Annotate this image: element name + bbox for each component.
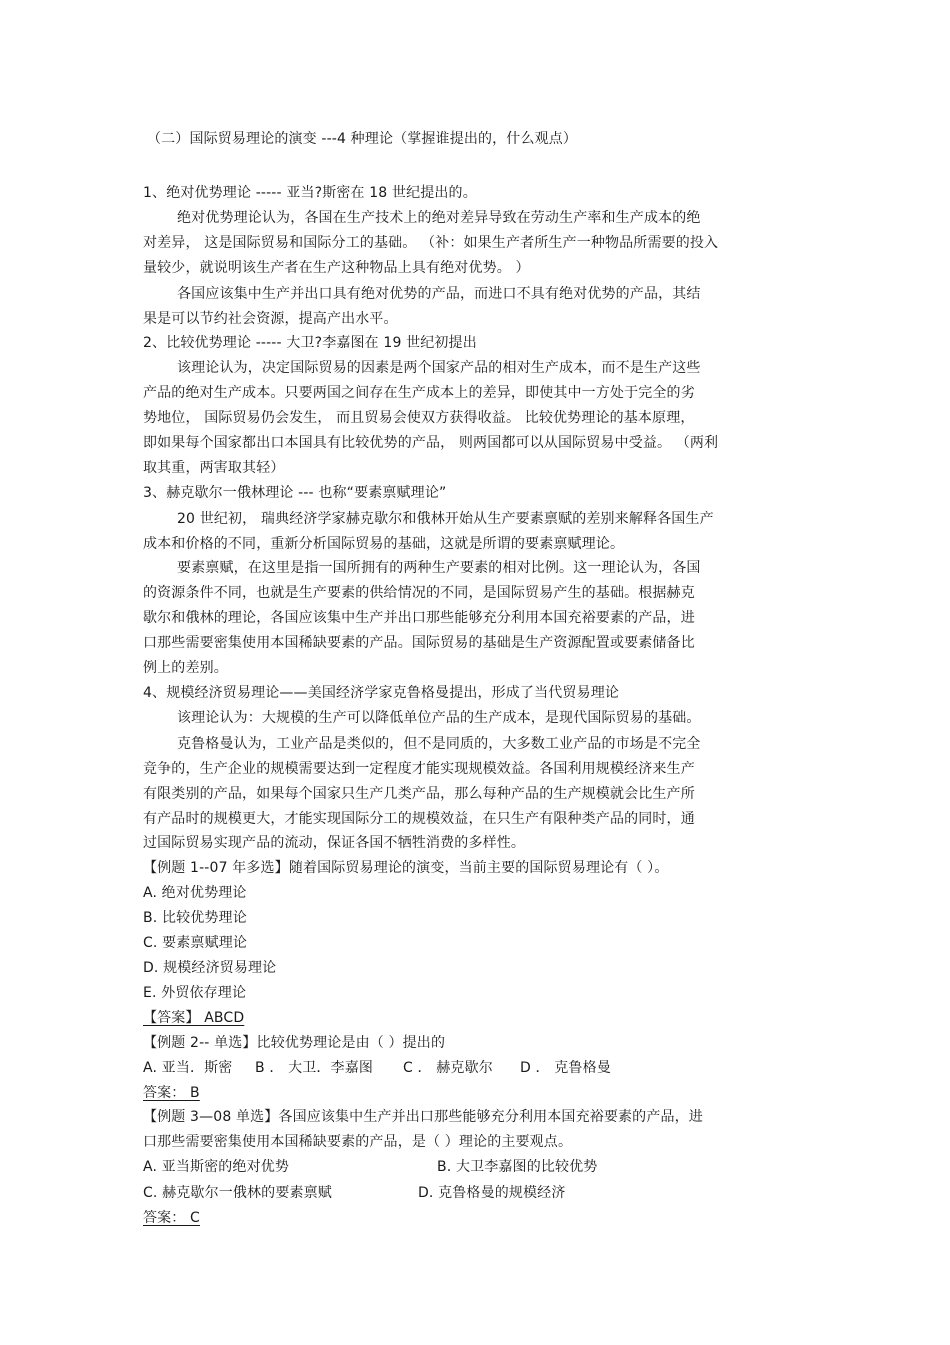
example-2-option-b: B ． 大卫．李嘉图 <box>255 1060 374 1076</box>
theory-1-heading: 1、绝对优势理论 ----- 亚当?斯密在 18 世纪提出的。 <box>143 185 477 201</box>
theory-1-text-line: 量较少，就说明该生产者在生产这种物品上具有绝对优势。 ） <box>143 260 530 276</box>
theory-2-text-line: 该理论认为，决定国际贸易的因素是两个国家产品的相对生产成本，而不是生产这些 <box>177 360 701 376</box>
theory-3-text-line: 20 世纪初， 瑞典经济学家赫克歇尔和俄林开始从生产要素禀赋的差别来解释各国生产 <box>177 511 714 527</box>
example-1-option-a: A. 绝对优势理论 <box>143 885 247 901</box>
theory-3-text-line: 要素禀赋，在这里是指一国所拥有的两种生产要素的相对比例。这一理论认为，各国 <box>177 560 701 576</box>
theory-1-text-line: 对差异， 这是国际贸易和国际分工的基础。 （补：如果生产者所生产一种物品所需要的投入 <box>143 235 719 251</box>
theory-4-text-line: 该理论认为：大规模的生产可以降低单位产品的生产成本，是现代国际贸易的基础。 <box>177 710 701 726</box>
theory-3-text-line: 例上的差别。 <box>143 660 228 676</box>
example-2-answer: 答案： B <box>143 1085 200 1101</box>
example-1-option-e: E. 外贸依存理论 <box>143 985 247 1001</box>
theory-2-text-line: 取其重，两害取其轻） <box>143 460 285 476</box>
theory-3-text-line: 歇尔和俄林的理论，各国应该集中生产并出口那些能够充分利用本国充裕要素的产品，进 <box>143 610 695 626</box>
example-3-option-a: A. 亚当斯密的绝对优势 <box>143 1159 290 1175</box>
theory-3-text-line: 的资源条件不同，也就是生产要素的供给情况的不同，是国际贸易产生的基础。根据赫克 <box>143 585 695 601</box>
example-3-option-c: C. 赫克歇尔一俄林的要素禀赋 <box>143 1185 332 1201</box>
example-2-option-c: C ． 赫克歇尔 <box>403 1060 493 1076</box>
theory-4-heading: 4、规模经济贸易理论——美国经济学家克鲁格曼提出，形成了当代贸易理论 <box>143 685 620 701</box>
theory-4-text-line: 有产品时的规模更大，才能实现国际分工的规模效益，在只生产有限种类产品的同时，通 <box>143 811 695 827</box>
example-1-option-d: D. 规模经济贸易理论 <box>143 960 277 976</box>
theory-2-text-line: 势地位， 国际贸易仍会发生， 而且贸易会使双方获得收益。 比较优势理论的基本原理， <box>143 410 695 426</box>
theory-4-text-line: 过国际贸易实现产品的流动，保证各国不牺牲消费的多样性。 <box>143 835 526 851</box>
theory-3-text-line: 成本和价格的不同，重新分析国际贸易的基础，这就是所谓的要素禀赋理论。 <box>143 536 625 552</box>
example-1-answer: 【答案】 ABCD <box>143 1010 245 1026</box>
theory-1-text-line: 各国应该集中生产并出口具有绝对优势的产品，而进口不具有绝对优势的产品，其结 <box>177 286 701 302</box>
example-3-question-line: 【例题 3—08 单选】各国应该集中生产并出口那些能够充分利用本国充裕要素的产品，进 <box>143 1109 703 1125</box>
example-1-question: 【例题 1--07 年多选】随着国际贸易理论的演变，当前主要的国际贸易理论有（ ）。 <box>143 860 669 876</box>
section-title: （二）国际贸易理论的演变 ---4 种理论（掌握谁提出的，什么观点） <box>147 131 578 147</box>
example-2-question: 【例题 2-- 单选】比较优势理论是由（ ）提出的 <box>143 1035 446 1051</box>
theory-4-text-line: 竞争的，生产企业的规模需要达到一定程度才能实现规模效益。各国利用规模经济来生产 <box>143 761 695 777</box>
example-2-option-d: D ． 克鲁格曼 <box>520 1060 611 1076</box>
theory-4-text-line: 有限类别的产品，如果每个国家只生产几类产品，那么每种产品的生产规模就会比生产所 <box>143 786 695 802</box>
theory-1-text-line: 绝对优势理论认为，各国在生产技术上的绝对差异导致在劳动生产率和生产成本的绝 <box>177 210 701 226</box>
example-3-option-b: B. 大卫李嘉图的比较优势 <box>437 1159 598 1175</box>
theory-4-text-line: 克鲁格曼认为，工业产品是类似的，但不是同质的，大多数工业产品的市场是不完全 <box>177 736 701 752</box>
example-1-option-c: C. 要素禀赋理论 <box>143 935 248 951</box>
example-2-option-a: A. 亚当．斯密 <box>143 1060 233 1076</box>
theory-2-heading: 2、比较优势理论 ----- 大卫?李嘉图在 19 世纪初提出 <box>143 335 477 351</box>
example-3-question-line: 口那些需要密集使用本国稀缺要素的产品，是（ ）理论的主要观点。 <box>143 1134 573 1150</box>
theory-2-text-line: 产品的绝对生产成本。只要两国之间存在生产成本上的差异，即使其中一方处于完全的劣 <box>143 385 695 401</box>
example-3-option-d: D. 克鲁格曼的规模经济 <box>418 1185 566 1201</box>
example-3-answer: 答案： C <box>143 1210 200 1226</box>
example-1-option-b: B. 比较优势理论 <box>143 910 247 926</box>
theory-3-text-line: 口那些需要密集使用本国稀缺要素的产品。国际贸易的基础是生产资源配置或要素储备比 <box>143 635 695 651</box>
theory-3-heading: 3、赫克歇尔一俄林理论 --- 也称“要素禀赋理论” <box>143 485 447 501</box>
theory-2-text-line: 即如果每个国家都出口本国具有比较优势的产品， 则两国都可以从国际贸易中受益。 （两利 <box>143 435 719 451</box>
theory-1-text-line: 果是可以节约社会资源，提高产出水平。 <box>143 311 398 327</box>
